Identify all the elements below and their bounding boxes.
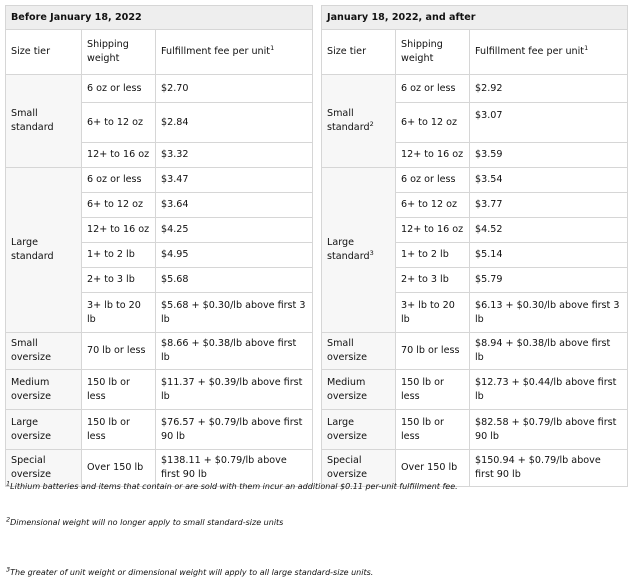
fees-before-table <box>5 5 313 487</box>
fee-cell: $5.68 + $0.30/lb above first 3 lb <box>156 293 313 333</box>
tier-small-standard: Small standard$^2$ <box>322 75 396 168</box>
tier-large-oversize: Large oversize <box>322 410 396 450</box>
fee-cell: $3.77 <box>470 193 628 218</box>
tier-special-oversize: Special oversize <box>322 450 396 487</box>
col-size-tier: Size tier <box>6 30 82 75</box>
footnote-mark: 2 <box>6 515 11 524</box>
weight-cell: Over 150 lb <box>396 450 470 487</box>
fee-cell: $2.84 <box>156 103 313 143</box>
weight-cell: 6+ to 12 oz <box>396 103 470 143</box>
footnote-mark: 3 <box>6 565 11 574</box>
fee-cell: $3.07 <box>470 103 628 143</box>
fee-cell: $76.57 + $0.79/lb above first 90 lb <box>156 410 313 450</box>
weight-cell: 6 oz or less <box>82 75 156 103</box>
fee-cell: $3.64 <box>156 193 313 218</box>
footnote-ref: 3 <box>369 248 374 257</box>
fee-cell: $3.54 <box>470 168 628 193</box>
fee-cell: $2.92 <box>470 75 628 103</box>
fee-cell: $8.94 + $0.38/lb above first lb <box>470 333 628 370</box>
fee-cell: $4.95 <box>156 243 313 268</box>
footnote-ref: 2 <box>369 119 374 128</box>
fee-cell: $150.94 + $0.79/lb above first 90 lb <box>470 450 628 487</box>
footnote-3: $^3$The greater of unit weight or dimensional weight will apply to all large standard-size units. <box>6 565 374 577</box>
weight-cell: 3+ lb to 20 lb <box>396 293 470 333</box>
fee-cell: $3.47 <box>156 168 313 193</box>
tier-special-oversize: Special oversize <box>6 450 82 487</box>
fee-cell: $3.59 <box>470 143 628 168</box>
col-shipping-weight: Shipping weight <box>82 30 156 75</box>
weight-cell: 2+ to 3 lb <box>396 268 470 293</box>
weight-cell: 6+ to 12 oz <box>82 103 156 143</box>
weight-cell: 2+ to 3 lb <box>82 268 156 293</box>
tier-large-standard: Large standard <box>6 168 82 333</box>
weight-cell: 70 lb or less <box>396 333 470 370</box>
footnote-ref: 1 <box>584 43 589 52</box>
col-size-tier: Size tier <box>322 30 396 75</box>
table-header: Before January 18, 2022 <box>6 6 313 30</box>
weight-cell: 6+ to 12 oz <box>82 193 156 218</box>
footnote-2: $^2$Dimensional weight will no longer apply to small standard-size units <box>6 515 284 527</box>
tier-small-standard: Small standard <box>6 75 82 168</box>
weight-cell: Over 150 lb <box>82 450 156 487</box>
weight-cell: 6+ to 12 oz <box>396 193 470 218</box>
weight-cell: 150 lb or less <box>396 370 470 410</box>
fee-cell: $4.25 <box>156 218 313 243</box>
fee-cell: $11.37 + $0.39/lb above first lb <box>156 370 313 410</box>
fee-cell: $82.58 + $0.79/lb above first 90 lb <box>470 410 628 450</box>
fee-cell: $2.70 <box>156 75 313 103</box>
fee-cell: $4.52 <box>470 218 628 243</box>
weight-cell: 1+ to 2 lb <box>82 243 156 268</box>
fee-cell: $3.32 <box>156 143 313 168</box>
footnote-1: $^1$Lithium batteries and items that contain or are sold with them incur an additional $0.11 per-unit fulfillment fee. <box>6 479 458 491</box>
footnote-mark: 1 <box>6 479 11 488</box>
weight-cell: 12+ to 16 oz <box>396 143 470 168</box>
footnote-ref: 1 <box>270 43 275 52</box>
weight-cell: 12+ to 16 oz <box>82 143 156 168</box>
weight-cell: 12+ to 16 oz <box>396 218 470 243</box>
fees-after-table <box>321 5 628 487</box>
tier-medium-oversize: Medium oversize <box>322 370 396 410</box>
tier-medium-oversize: Medium oversize <box>6 370 82 410</box>
fee-cell: $5.14 <box>470 243 628 268</box>
fee-cell: $5.79 <box>470 268 628 293</box>
weight-cell: 1+ to 2 lb <box>396 243 470 268</box>
tier-small-oversize: Small oversize <box>6 333 82 370</box>
weight-cell: 12+ to 16 oz <box>82 218 156 243</box>
col-fulfillment-fee: Fulfillment fee per unit$^1$ <box>470 30 628 75</box>
weight-cell: 150 lb or less <box>82 370 156 410</box>
weight-cell: 6 oz or less <box>396 168 470 193</box>
fee-cell: $8.66 + $0.38/lb above first lb <box>156 333 313 370</box>
tier-large-oversize: Large oversize <box>6 410 82 450</box>
fee-cell: $138.11 + $0.79/lb above first 90 lb <box>156 450 313 487</box>
fee-cell: $12.73 + $0.44/lb above first lb <box>470 370 628 410</box>
weight-cell: 3+ lb to 20 lb <box>82 293 156 333</box>
table-header: January 18, 2022, and after <box>322 6 628 30</box>
tier-small-oversize: Small oversize <box>322 333 396 370</box>
tier-large-standard: Large standard$^3$ <box>322 168 396 333</box>
fee-cell: $5.68 <box>156 268 313 293</box>
weight-cell: 6 oz or less <box>82 168 156 193</box>
weight-cell: 6 oz or less <box>396 75 470 103</box>
fee-cell: $6.13 + $0.30/lb above first 3 lb <box>470 293 628 333</box>
weight-cell: 150 lb or less <box>82 410 156 450</box>
weight-cell: 70 lb or less <box>82 333 156 370</box>
col-shipping-weight: Shipping weight <box>396 30 470 75</box>
col-fulfillment-fee: Fulfillment fee per unit$^1$ <box>156 30 313 75</box>
weight-cell: 150 lb or less <box>396 410 470 450</box>
